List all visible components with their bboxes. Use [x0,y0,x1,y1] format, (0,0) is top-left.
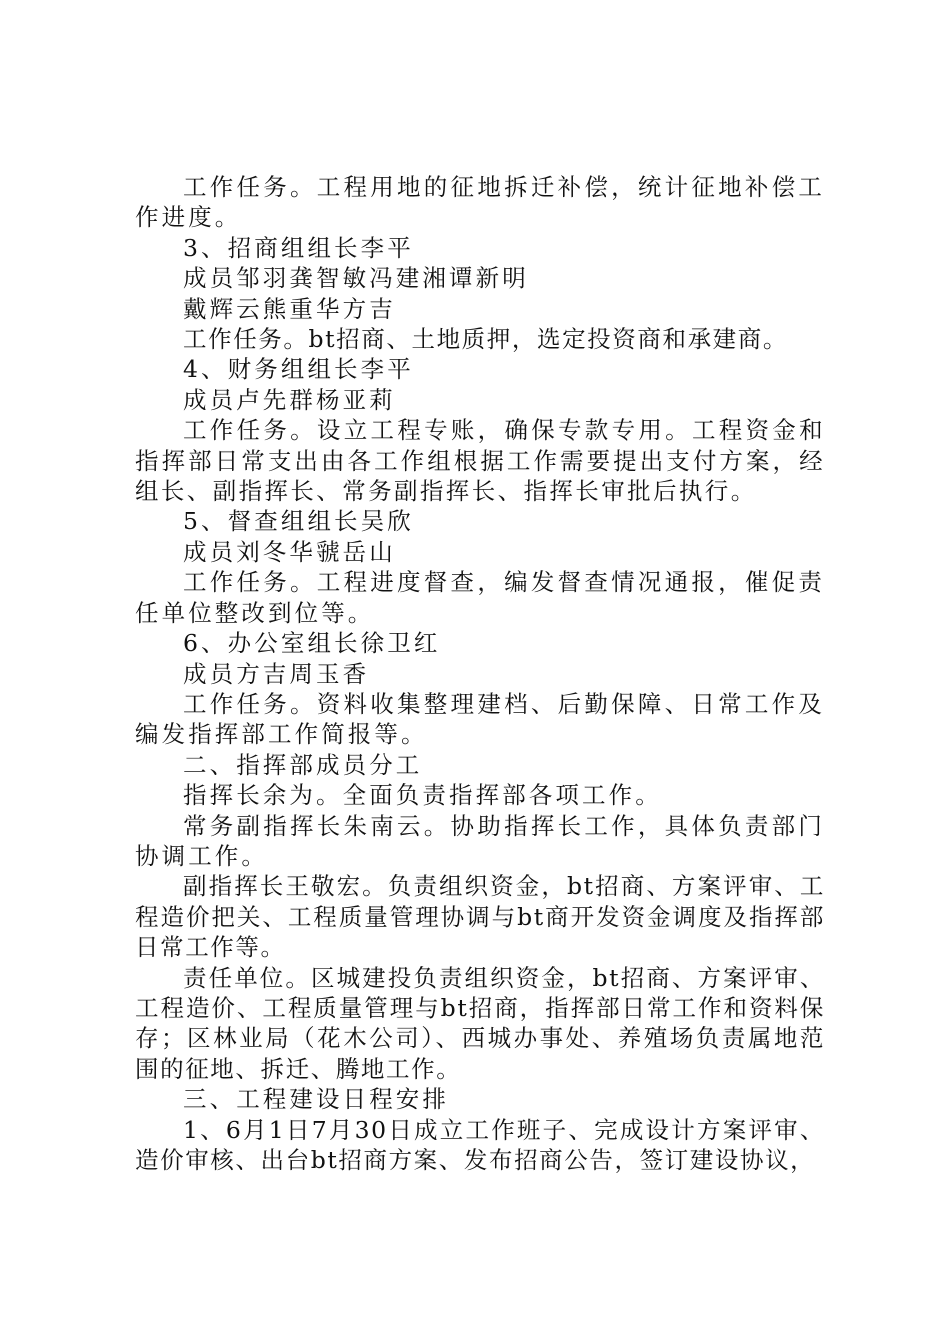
document-body [135,172,825,1175]
paragraph-office-members: 成员方吉周玉香 [183,659,370,688]
paragraph-investment-task: 工作任务。bt招商、土地质押，选定投资商和承建商。 [183,325,788,354]
paragraph-schedule-step-1: 1、6月1日7月30日成立工作班子、完成设计方案评审、造价审核、出台bt招商方案、发布招商公告，签订建设协议， [135,1115,825,1174]
paragraph-office-task: 工作任务。资料收集整理建档、后勤保障、日常工作及编发指挥部工作简报等。 [135,689,825,749]
paragraph-investment-members-cont: 戴辉云熊重华方吉 [183,294,396,323]
paragraph-finance-task: 工作任务。设立工程专账，确保专款专用。工程资金和指挥部日常支出由各工作组根据工作需要提出支付方案，经组长、副指挥长、常务副指挥长、指挥长审批后执行。 [135,416,825,506]
paragraph-land-task: 工作任务。工程用地的征地拆迁补偿，统计征地补偿工作进度。 [135,173,825,232]
heading-investment-group: 3、招商组组长李平 [183,233,414,262]
paragraph-supervision-members: 成员刘冬华虢岳山 [183,537,396,566]
paragraph-executive-deputy: 常务副指挥长朱南云。协助指挥长工作，具体负责部门协调工作。 [135,811,825,870]
heading-finance-group: 4、财务组组长李平 [183,355,414,384]
heading-division-of-labor: 二、指挥部成员分工 [183,750,423,779]
paragraph-commander: 指挥长余为。全面负责指挥部各项工作。 [183,781,662,810]
heading-office-group: 6、办公室组长徐卫红 [183,629,441,658]
paragraph-deputy-commander: 副指挥长王敬宏。负责组织资金，bt招商、方案评审、工程造价把关、工程质量管理协调与bt商开发资金调度及指挥部日常工作等。 [135,872,825,962]
paragraph-supervision-task: 工作任务。工程进度督查，编发督查情况通报，催促责任单位整改到位等。 [135,568,825,627]
paragraph-responsible-units: 责任单位。区城建投负责组织资金，bt招商、方案评审、工程造价、工程质量管理与bt招商，指挥部日常工作和资料保存；区林业局（花木公司）、西城办事处、养殖场负责属地范围的征地、拆迁、腾地工作。 [135,963,825,1083]
paragraph-investment-members: 成员邹羽龚智敏冯建湘谭新明 [183,264,529,293]
heading-schedule: 三、工程建设日程安排 [183,1085,449,1114]
paragraph-finance-members: 成员卢先群杨亚莉 [183,385,396,414]
heading-supervision-group: 5、督查组组长吴欣 [183,507,414,536]
